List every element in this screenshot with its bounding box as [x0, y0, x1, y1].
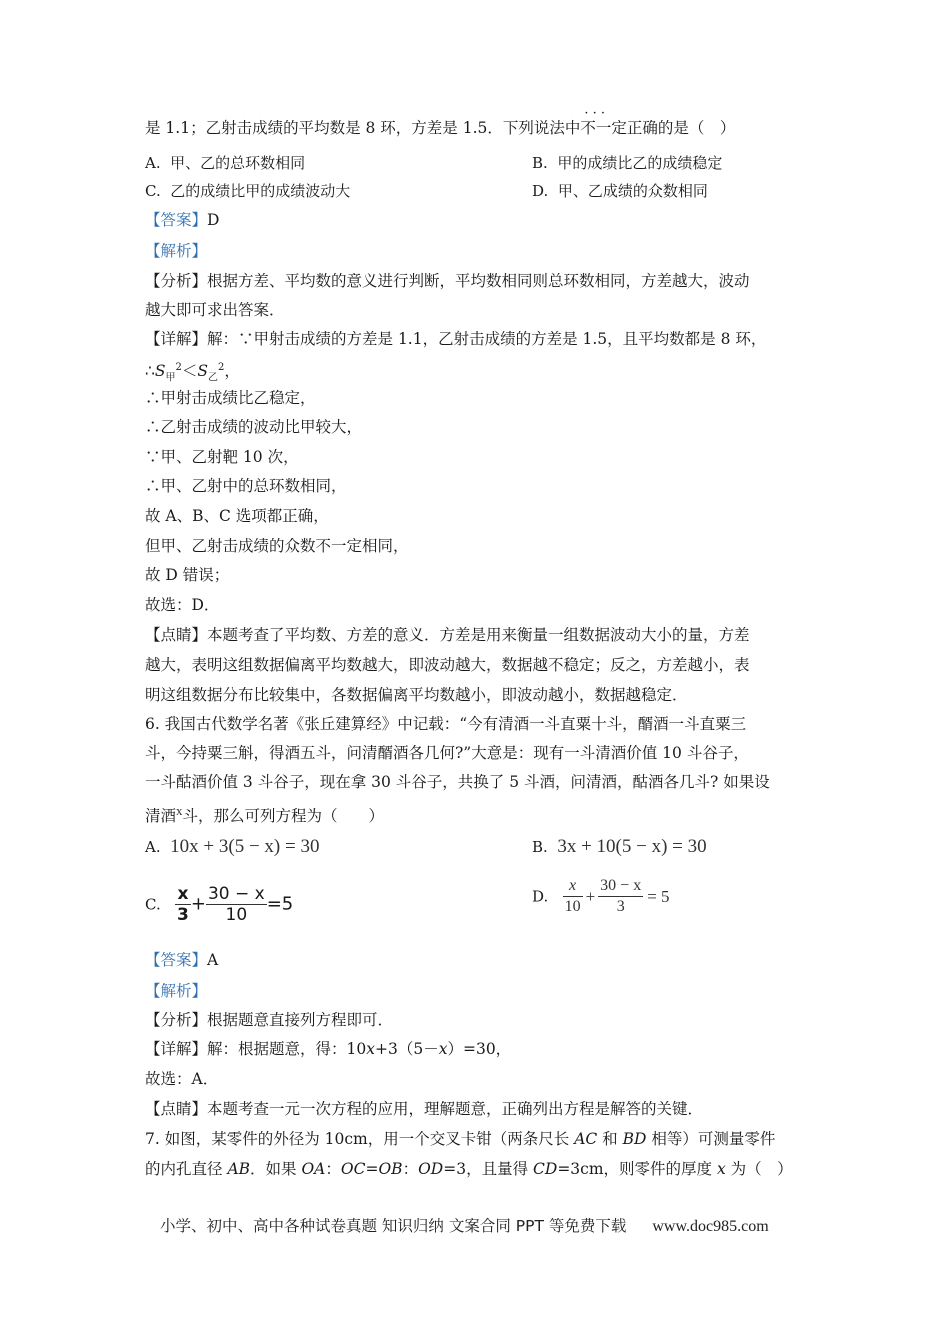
fraction: $\frac{x}{3}$ [177, 884, 189, 925]
equation: 10x + 3(5 − x) = 30 [170, 836, 320, 857]
q5-detail-3: ∴甲射击成绩比乙稳定， [145, 389, 316, 407]
q6-option-d: D. $\frac{x}{10}$ + $\frac{30 - x}{3}$ = 5 [532, 877, 670, 915]
q6-detail-2: 故选：A． [145, 1070, 219, 1088]
q5-detail-5: ∵甲、乙射靶 10 次， [145, 448, 299, 466]
q7-line-2: 的内孔直径 AB．如果 OA：OC=OB：OD=3，且量得 CD=3cm，则零件的厚度 x 为（ ） [145, 1160, 793, 1178]
q5-detail-2: $\therefore S_甲^2<S_乙^2$， [145, 362, 240, 384]
answer-tag: 【答案】 [145, 211, 208, 229]
page-footer [160, 1214, 769, 1236]
q5-fenxi-2: 越大即可求出答案． [145, 301, 285, 319]
fraction: $\frac{30 - x}{10}$ [207, 884, 265, 925]
q5-answer: 【答案】D [145, 211, 220, 229]
equation: 3x + 10(5 − x) = 30 [557, 836, 707, 857]
q5-detail-7: 故 A、B、C 选项都正确， [145, 507, 329, 525]
q5-stem: 是 1.1；乙射击成绩的平均数是 8 环，方差是 1.5．下列说法中· · · 不一定正确的是（ ） [145, 117, 815, 139]
q6-option-b: B. 3x + 10(5 − x) = 30 [532, 836, 707, 857]
q5-detail-8: 但甲、乙射击成绩的众数不一定相同， [145, 537, 409, 555]
q5-detail-9: 故 D 错误； [145, 566, 230, 584]
fraction: $\frac{30 - x}{3}$ [600, 877, 642, 915]
q5-option-b: B. 甲的成绩比乙的成绩稳定 [532, 154, 723, 172]
q6-stem-4: 清酒$^x$斗，那么可列方程为（ ） [145, 803, 385, 826]
fraction: $\frac{x}{10}$ [564, 877, 581, 915]
q5-detail-4: ∴乙射击成绩的波动比甲较大， [145, 418, 363, 436]
q6-option-a: A. 10x + 3(5 − x) = 30 [145, 836, 320, 857]
q6-stem-3: 一斗酤酒价值 3 斗谷子，现在拿 30 斗谷子，共换了 5 斗酒，问清酒，酤酒各几斗? 如果设 [145, 773, 770, 791]
q5-detail-6: ∴甲、乙射中的总环数相同， [145, 477, 347, 495]
q6-stem-2: 斗，今持粟三斛，得酒五斗，问清醑酒各几何?”大意是：现有一斗清酒价值 10 斗谷子， [145, 744, 749, 762]
q5-dianjing-2: 越大，表明这组数据偏离平均数越大，即波动越大，数据越不稳定；反之，方差越小，表 [145, 656, 750, 674]
footer-url[interactable]: www.doc985.com [652, 1218, 769, 1235]
q5-fenxi-1: 【分析】根据方差、平均数的意义进行判断，平均数相同则总环数相同，方差越大，波动 [145, 272, 750, 290]
q6-analysis-tag: 【解析】 [145, 982, 208, 1000]
q5-option-d: D. 甲、乙成绩的众数相同 [532, 182, 708, 200]
q5-detail-1: 【详解】解：∵甲射击成绩的方差是 1.1，乙射击成绩的方差是 1.5，且平均数都是 8 环， [145, 330, 767, 348]
q6-option-c: C. $\frac{x}{3}$ + $\frac{30 - x}{10}$ =5 [145, 884, 294, 925]
q5-analysis-tag: 【解析】 [145, 242, 208, 260]
q6-dianjing: 【点睛】本题考查一元一次方程的应用，理解题意，正确列出方程是解答的关键． [145, 1100, 704, 1118]
q7-line-1: 7. 如图，某零件的外径为 10cm，用一个交叉卡钳（两条尺长 AC 和 BD 相等）可测量零件 [145, 1130, 776, 1148]
footer-text: 小学、初中、高中各种试卷真题 知识归纳 文案合同 PPT 等免费下载 [160, 1217, 627, 1235]
q5-dianjing-1: 【点睛】本题考查了平均数、方差的意义．方差是用来衡量一组数据波动大小的量，方差 [145, 626, 750, 644]
q6-stem-1: 6. 我国古代数学名著《张丘建算经》中记载：“今有清酒一斗直粟十斗，醑酒一斗直粟三 [145, 715, 747, 733]
q6-answer: 【答案】A [145, 951, 219, 969]
emphasis-dots: · · · 不一定 [580, 117, 627, 139]
q6-detail-1: 【详解】解：根据题意，得：10x+3（5－x）=30， [145, 1040, 512, 1058]
q6-fenxi: 【分析】根据题意直接列方程即可． [145, 1011, 394, 1029]
q5-detail-10: 故选：D． [145, 596, 220, 614]
q5-option-a: A. 甲、乙的总环数相同 [145, 154, 306, 172]
q5-dianjing-3: 明这组数据分布比较集中，各数据偏离平均数越小，即波动越小，数据越稳定． [145, 686, 688, 704]
q5-option-c: C. 乙的成绩比甲的成绩波动大 [145, 182, 351, 200]
